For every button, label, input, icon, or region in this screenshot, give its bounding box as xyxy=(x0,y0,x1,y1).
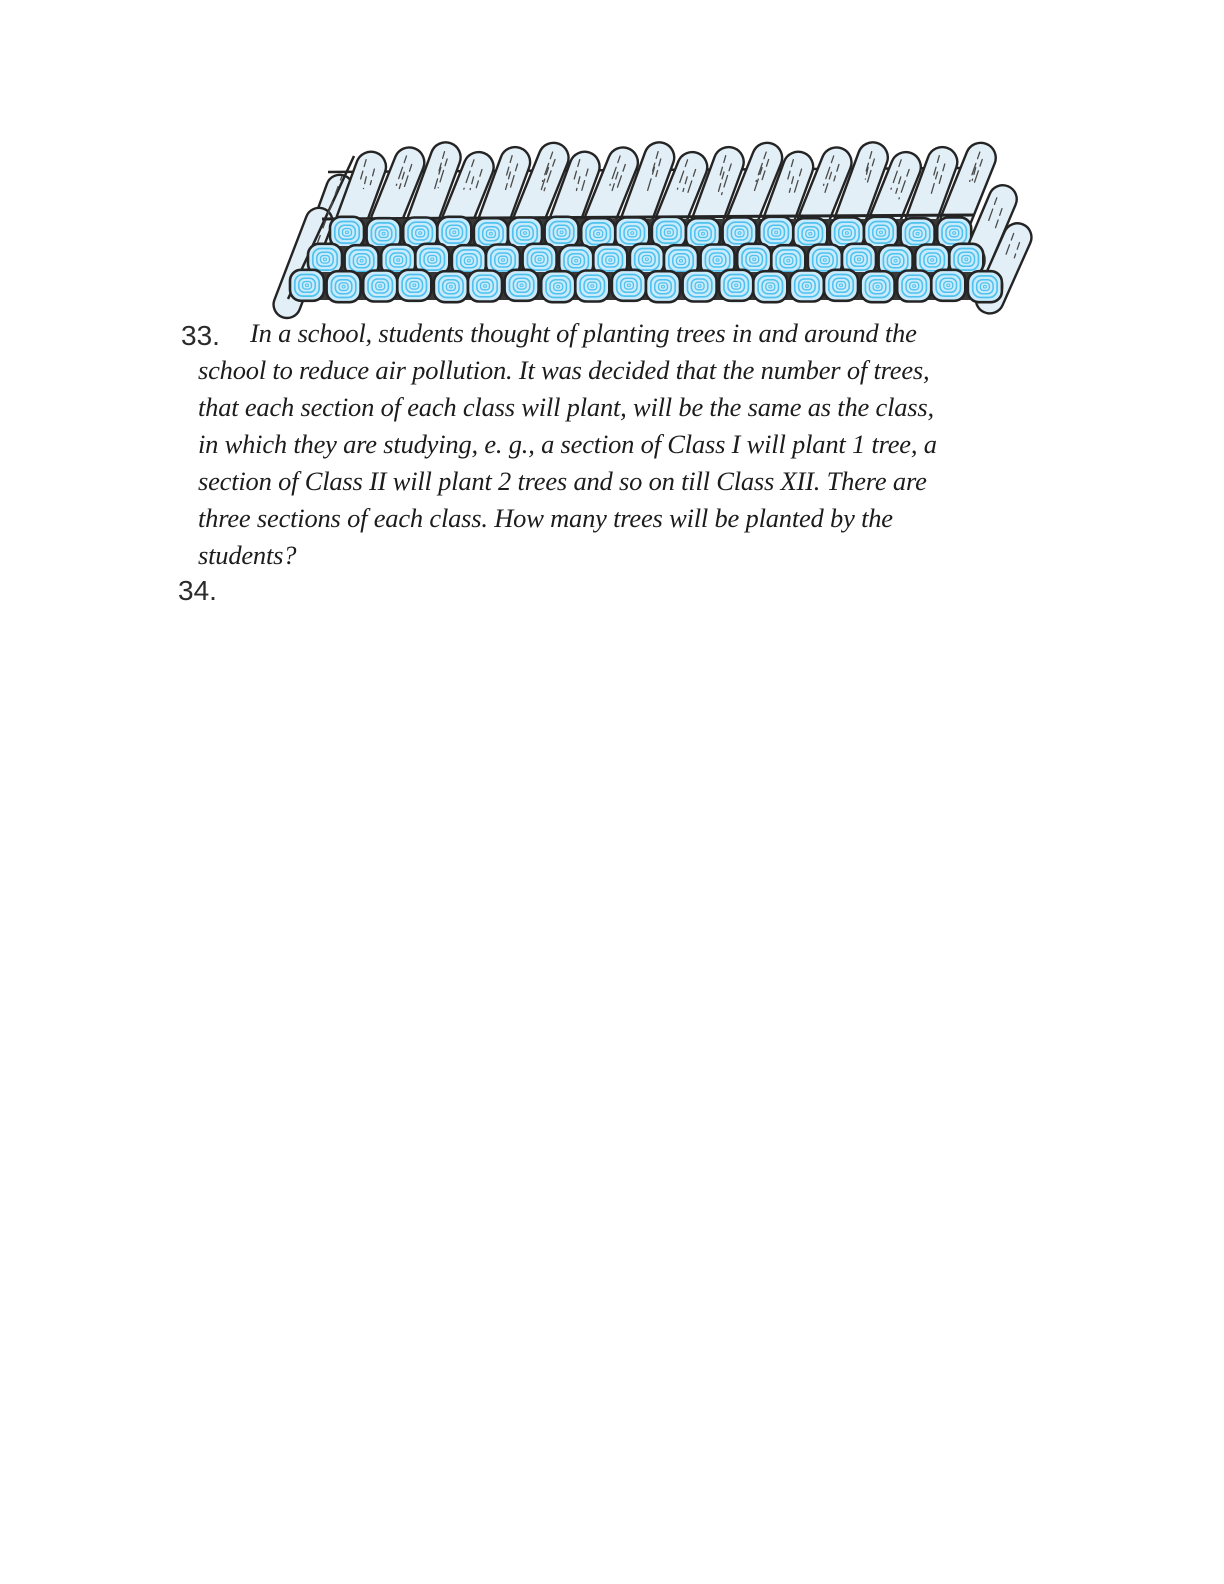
stacked-logs-illustration xyxy=(258,136,1058,321)
question-text-line: three sections of each class. How many trees will be planted by the xyxy=(198,503,893,533)
question-text-line: students? xyxy=(198,540,297,570)
question-33-text xyxy=(198,315,1098,574)
question-text-line: in which they are studying, e. g., a section of Class I will plant 1 tree, a xyxy=(198,429,937,459)
question-text-line: In a school, students thought of planting trees in and around the xyxy=(250,318,917,348)
question-text-line: that each section of each class will plant, will be the same as the class, xyxy=(198,392,934,422)
question-number-34: 34. xyxy=(178,575,217,606)
question-text-line: school to reduce air pollution. It was decided that the number of trees, xyxy=(198,355,930,385)
question-text-line: section of Class II will plant 2 trees and so on till Class XII. There are xyxy=(198,466,927,496)
question-number-33: 33. xyxy=(181,320,220,351)
